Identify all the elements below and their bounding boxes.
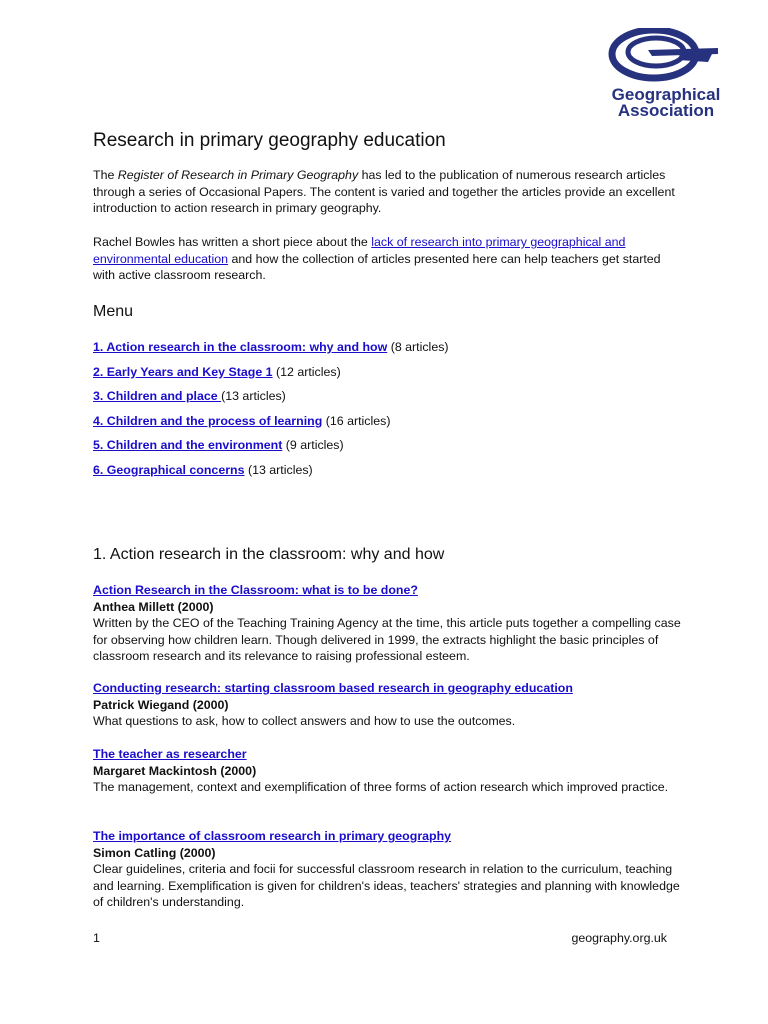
menu-item bbox=[93, 339, 449, 364]
intro-p1-post: has led to the publication of numerous research articles through a series of Occasional Papers. The content is varied and together the articles provide an excellent introduction to action research in primary geography. bbox=[93, 168, 675, 215]
menu-item bbox=[93, 462, 449, 487]
intro-paragraph-1 bbox=[93, 167, 683, 217]
article-author: Patrick Wiegand (2000) bbox=[93, 697, 229, 712]
menu-list bbox=[93, 339, 449, 487]
page-number: 1 bbox=[93, 931, 100, 945]
intro-p2-post: and how the collection of articles presented here can help teachers get started with active classroom research. bbox=[93, 251, 661, 282]
article-description: What questions to ask, how to collect answers and how to use the outcomes. bbox=[93, 714, 516, 728]
page-title: Research in primary geography education bbox=[93, 130, 446, 151]
menu-link-1[interactable]: 1. Action research in the classroom: why and how bbox=[93, 340, 388, 354]
section-heading: 1. Action research in the classroom: why and how bbox=[93, 546, 445, 563]
article-description: The management, context and exemplification of three forms of action research which improved practice. bbox=[93, 780, 669, 794]
globe-logo-icon bbox=[608, 28, 722, 86]
menu-count-6: (13 articles) bbox=[244, 462, 313, 477]
menu-link-6[interactable]: 6. Geographical concerns bbox=[93, 462, 245, 477]
article-author: Simon Catling (2000) bbox=[93, 845, 216, 860]
register-title: Register of Research in Primary Geography bbox=[117, 168, 359, 182]
menu-item bbox=[93, 437, 449, 462]
menu-count-2: (12 articles) bbox=[272, 364, 341, 379]
menu-link-5[interactable]: 5. Children and the environment bbox=[93, 438, 283, 453]
article-description: Written by the CEO of the Teaching Training Agency at the time, this article puts together a compelling case for observing how children learn. Though delivered in 1999, the extracts highlight the basic principles of classroom research and its relevance to raising professional esteem. bbox=[93, 616, 681, 663]
menu-link-4[interactable]: 4. Children and the process of learning bbox=[93, 413, 323, 428]
menu-link-2[interactable]: 2. Early Years and Key Stage 1 bbox=[93, 364, 273, 379]
article-entry bbox=[93, 582, 683, 665]
logo-text-line1: Geographical bbox=[611, 85, 721, 104]
article-description: Clear guidelines, criteria and focii for successful classroom research in relation to the curriculum, teaching and learning. Exemplification is given for children's ideas, teachers' strategies and planning with knowledge of children's understanding. bbox=[93, 862, 680, 909]
menu-count-3: (13 articles) bbox=[221, 389, 286, 404]
article-author: Anthea Millett (2000) bbox=[93, 599, 214, 614]
menu-count-1: (8 articles) bbox=[387, 340, 449, 354]
intro-p1-pre: The bbox=[93, 168, 118, 182]
menu-item bbox=[93, 413, 449, 438]
article-title-link[interactable]: The teacher as researcher bbox=[93, 747, 247, 761]
article-title-link[interactable]: The importance of classroom research in primary geography bbox=[93, 829, 452, 843]
menu-link-3[interactable]: 3. Children and place bbox=[93, 389, 222, 404]
footer-site: geography.org.uk bbox=[571, 931, 667, 945]
article-entry bbox=[93, 828, 683, 911]
logo-text-line2: Association bbox=[617, 101, 715, 120]
menu-item bbox=[93, 388, 449, 413]
article-title-link[interactable]: Conducting research: starting classroom based research in geography education bbox=[93, 681, 573, 695]
article-title-link[interactable]: Action Research in the Classroom: what is to be done? bbox=[93, 583, 418, 597]
menu-item bbox=[93, 364, 449, 389]
article-author: Margaret Mackintosh (2000) bbox=[93, 763, 257, 778]
intro-p2-pre: Rachel Bowles has written a short piece about the bbox=[93, 235, 372, 249]
article-entry bbox=[93, 746, 683, 796]
article-entry bbox=[93, 680, 683, 730]
menu-heading: Menu bbox=[93, 303, 134, 320]
geographical-association-logo[interactable] bbox=[606, 28, 726, 120]
intro-paragraph-2 bbox=[93, 234, 683, 284]
menu-count-4: (16 articles) bbox=[322, 413, 391, 428]
lack-of-research-link[interactable]: lack of research into primary geographical and environmental education bbox=[93, 235, 626, 266]
menu-count-5: (9 articles) bbox=[282, 438, 344, 453]
